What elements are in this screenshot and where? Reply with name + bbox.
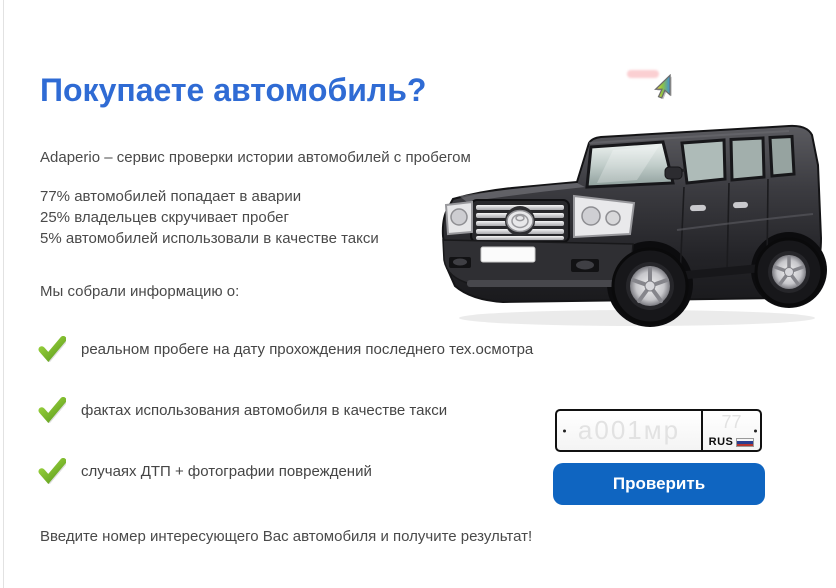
statistics-block: [40, 186, 379, 249]
rus-label: RUS: [708, 436, 734, 448]
license-plate-input-group: [555, 409, 762, 452]
suv-illustration: [437, 110, 827, 330]
plate-bolt-icon: [563, 429, 566, 432]
plate-region-section: [701, 411, 760, 450]
checklist-label: фактах использования автомобиля в качестве такси: [81, 401, 448, 419]
info-heading: Мы собрали информацию о:: [40, 283, 240, 300]
check-icon: [38, 458, 66, 484]
plate-country-row: [709, 437, 755, 448]
stat-line-taxi: 5% автомобилей использовали в качестве такси: [40, 230, 379, 247]
plate-number-section: [557, 411, 701, 450]
check-icon: [38, 336, 66, 362]
page-edge-divider: [3, 0, 4, 588]
plate-number-input[interactable]: [557, 411, 701, 450]
checklist-label: реальном пробеге на дату прохождения последнего тех.осмотра: [81, 340, 534, 358]
footer-instruction: Введите номер интересующего Вас автомобиля и получите результат!: [40, 528, 533, 545]
checklist-item-taxi: [38, 397, 447, 423]
checklist-label: случаях ДТП + фотографии повреждений: [81, 462, 372, 480]
check-icon: [38, 397, 66, 423]
russia-flag-icon: [736, 438, 754, 447]
check-button[interactable]: Проверить: [553, 463, 765, 505]
service-subtitle: Adaperio – сервис проверки истории автомобилей с пробегом: [40, 149, 471, 166]
checklist-item-accidents: [38, 458, 372, 484]
car-photo: [437, 110, 827, 330]
cursor-arrow-icon: [646, 74, 672, 106]
page-title: Покупаете автомобиль?: [40, 72, 427, 108]
plate-bolt-icon: [754, 429, 757, 432]
stat-line-mileage: 25% владельцев скручивает пробег: [40, 209, 289, 226]
stat-line-accidents: 77% автомобилей попадает в аварии: [40, 188, 302, 205]
plate-region-input[interactable]: [705, 412, 758, 433]
checklist-item-mileage: [38, 336, 533, 362]
